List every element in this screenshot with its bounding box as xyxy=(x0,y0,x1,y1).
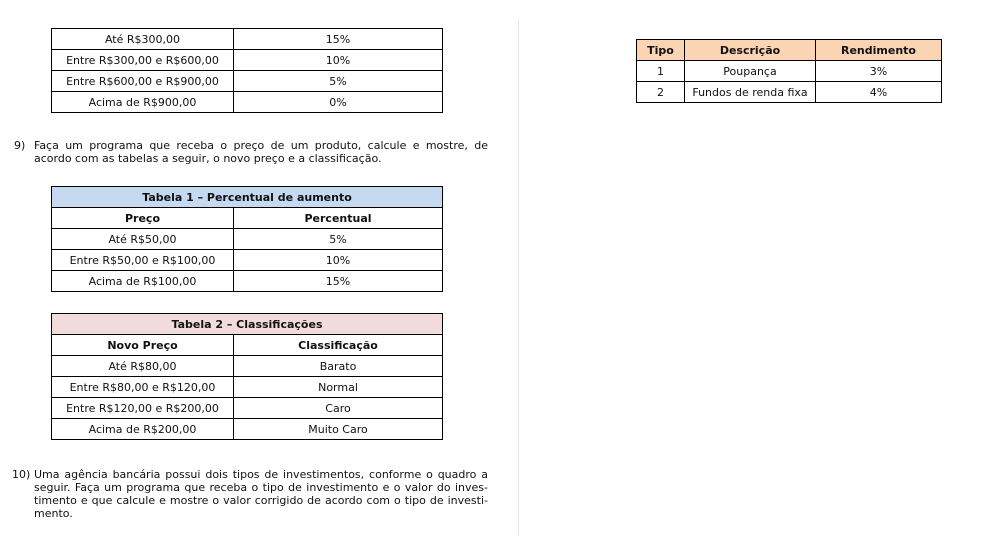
text-line: acordo com as tabelas a seguir, o novo preço e a classificação. xyxy=(34,152,382,165)
question-9-text xyxy=(34,139,488,165)
table-cell: Entre R$120,00 e R$200,00 xyxy=(52,398,234,419)
text-line: Faça um programa que receba o preço de um produto, calcule e mostre, de xyxy=(34,139,488,152)
question-10-number: 10) xyxy=(12,468,31,481)
table-cell: Até R$300,00 xyxy=(52,29,234,50)
text-line: Uma agência bancária possui dois tipos de investimentos, conforme o quadro a xyxy=(34,468,488,481)
table-cell: 2 xyxy=(637,82,685,103)
page-right xyxy=(519,0,1000,553)
table-row xyxy=(52,29,443,50)
table-row xyxy=(52,92,443,113)
table-cell: 5% xyxy=(234,229,443,250)
text-line: timento e que calcule e mostre o valor corrigido de acordo com o tipo de investi- xyxy=(34,494,488,507)
table-cell: Caro xyxy=(234,398,443,419)
table-cell: Barato xyxy=(234,356,443,377)
table-cell: Acima de R$100,00 xyxy=(52,271,234,292)
table-cell: Entre R$50,00 e R$100,00 xyxy=(52,250,234,271)
table-header-row xyxy=(52,208,443,229)
table-header-row xyxy=(637,40,942,61)
column-header: Percentual xyxy=(234,208,443,229)
table-cell: Até R$80,00 xyxy=(52,356,234,377)
table-cell: 10% xyxy=(234,250,443,271)
table-cell: 0% xyxy=(234,92,443,113)
table-row xyxy=(637,82,942,103)
column-header: Descrição xyxy=(685,40,816,61)
table-cell: Entre R$80,00 e R$120,00 xyxy=(52,377,234,398)
table-cell: Muito Caro xyxy=(234,419,443,440)
table-title: Tabela 1 – Percentual de aumento xyxy=(52,187,443,208)
tabela-1 xyxy=(51,186,443,292)
table-cell: 10% xyxy=(234,50,443,71)
table-title-row xyxy=(52,187,443,208)
table-row xyxy=(52,419,443,440)
table-cell: Até R$50,00 xyxy=(52,229,234,250)
table-title: Tabela 2 – Classificações xyxy=(52,314,443,335)
table-cell: 15% xyxy=(234,271,443,292)
table-row xyxy=(52,250,443,271)
table-row xyxy=(52,50,443,71)
table-row xyxy=(52,71,443,92)
table-top xyxy=(51,28,443,113)
table-cell: 5% xyxy=(234,71,443,92)
table-cell: 1 xyxy=(637,61,685,82)
table-cell: 3% xyxy=(816,61,942,82)
column-header: Classificação xyxy=(234,335,443,356)
column-header: Novo Preço xyxy=(52,335,234,356)
text-line: seguir. Faça um programa que receba o tipo de investimento e o valor do inves- xyxy=(34,481,488,494)
column-header: Tipo xyxy=(637,40,685,61)
table-cell: Poupança xyxy=(685,61,816,82)
table-row xyxy=(52,356,443,377)
text-line: mento. xyxy=(34,507,73,520)
table-cell: 4% xyxy=(816,82,942,103)
table-cell: Acima de R$900,00 xyxy=(52,92,234,113)
table-cell: 15% xyxy=(234,29,443,50)
table-row xyxy=(52,271,443,292)
column-header: Preço xyxy=(52,208,234,229)
table-row xyxy=(52,229,443,250)
table-cell: Fundos de renda fixa xyxy=(685,82,816,103)
table-row xyxy=(637,61,942,82)
investimentos-table xyxy=(636,39,942,103)
table-cell: Entre R$300,00 e R$600,00 xyxy=(52,50,234,71)
table-row xyxy=(52,377,443,398)
table-cell: Entre R$600,00 e R$900,00 xyxy=(52,71,234,92)
question-9-number: 9) xyxy=(14,139,26,152)
table-title-row xyxy=(52,314,443,335)
column-header: Rendimento xyxy=(816,40,942,61)
table-header-row xyxy=(52,335,443,356)
table-row xyxy=(52,398,443,419)
question-10-text xyxy=(34,468,488,520)
table-cell: Normal xyxy=(234,377,443,398)
tabela-2 xyxy=(51,313,443,440)
table-cell: Acima de R$200,00 xyxy=(52,419,234,440)
